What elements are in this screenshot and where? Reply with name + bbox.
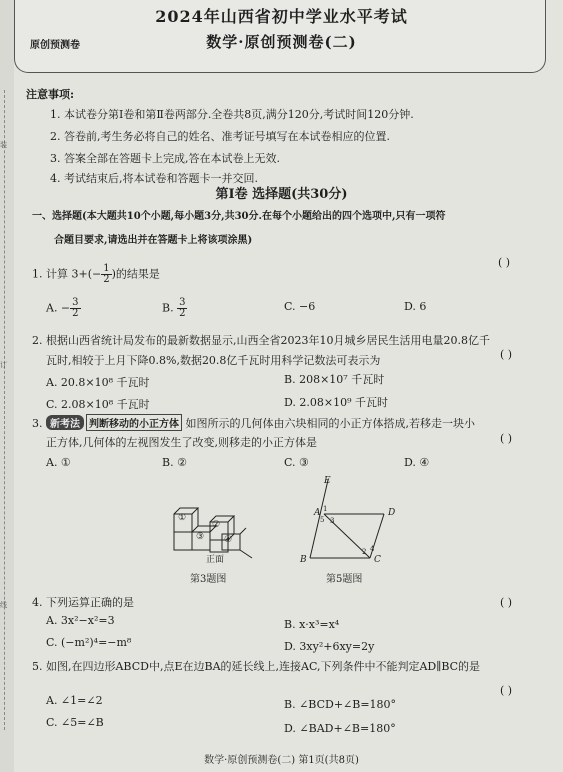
option-c: C. 2.08×10⁸ 千瓦时 xyxy=(46,398,150,411)
option-d: D. 3xy²+6xy=2y xyxy=(284,640,375,653)
option-a: A. − $\frac{3}{2}$ xyxy=(46,297,79,319)
option-d: D. ④ xyxy=(404,456,430,469)
front-label: 正面 xyxy=(206,555,225,565)
answer-paren: ( ) xyxy=(500,684,513,697)
option-a: A. 20.8×10⁸ 千瓦时 xyxy=(46,376,150,389)
option-d: D. ∠BAD+∠B=180° xyxy=(284,722,396,735)
cube-label: ② xyxy=(212,520,221,530)
point-d: D xyxy=(388,508,396,518)
notice-item: 2. 答卷前,考生务必将自己的姓名、准考证号填写在本试卷相应的位置. xyxy=(50,130,390,143)
question-5-line: 5. 如图,在四边形ABCD中,点E在边BA的延长线上,连接AC,下列条件中不能判定AD∥BC的是 xyxy=(32,660,481,673)
figure-3-caption: 第3题图 xyxy=(190,574,227,585)
option-c: C. ∠5=∠B xyxy=(46,716,104,729)
answer-paren: ( ) xyxy=(500,432,513,445)
cube-label: ③ xyxy=(196,532,205,542)
option-c: C. (−m²)⁴=−m⁸ xyxy=(46,636,132,649)
question-3-line: 3. 新考法 判断移动的小正方体 如图所示的几何体由六块相同的小正方体搭成,若移走一块小 xyxy=(32,414,475,431)
point-e: E xyxy=(324,476,331,486)
page-footer: 数学·原创预测卷(二) 第1页(共8页) xyxy=(204,755,359,766)
option-c: C. ③ xyxy=(284,456,309,469)
answer-paren: ( ) xyxy=(500,596,513,609)
point-b: B xyxy=(300,555,307,565)
binding-mark: 订 xyxy=(0,361,7,369)
question-2-line: 2. 根据山西省统计局发布的最新数据显示,山西全省2023年10月城乡居民生活用电量20.8亿千 xyxy=(32,334,490,347)
angle-label: 1 xyxy=(323,505,328,513)
new-method-tag: 新考法 xyxy=(46,415,84,430)
answer-paren: ( ) xyxy=(498,256,511,269)
question-3-line: 正方体,几何体的左视图发生了改变,则移走的小正方体是 xyxy=(46,436,317,449)
exam-title: 2024年山西省初中学业水平考试 xyxy=(155,7,408,26)
question-4-stem: 4. 下列运算正确的是 xyxy=(32,596,134,609)
figure-5-quadrilateral xyxy=(298,476,398,568)
option-b: B. ∠BCD+∠B=180° xyxy=(284,698,397,711)
angle-label: 4 xyxy=(370,545,375,553)
figure-5-caption: 第5题图 xyxy=(326,574,363,585)
option-b: B. x·x³=x⁴ xyxy=(284,618,340,631)
notice-item: 1. 本试卷分第Ⅰ卷和第Ⅱ卷两部分.全卷共8页,满分120分,考试时间120分钟. xyxy=(50,108,414,121)
option-d: D. 6 xyxy=(404,300,427,313)
option-a: A. 3x²−x²=3 xyxy=(46,614,115,627)
option-c: C. −6 xyxy=(284,300,316,313)
side-tag: 原创预测卷 xyxy=(30,40,80,51)
exam-subtitle: 数学·原创预测卷(二) xyxy=(206,33,357,51)
option-b: B. ② xyxy=(162,456,187,469)
angle-label: 3 xyxy=(330,517,335,525)
binding-mark: 线 xyxy=(0,601,7,609)
option-b: B. 208×10⁷ 千瓦时 xyxy=(284,373,385,386)
option-b: B. $\frac{3}{2}$ xyxy=(162,297,186,319)
point-c: C xyxy=(374,555,381,565)
notice-item: 4. 考试结束后,将本试卷和答题卡一并交回. xyxy=(50,172,258,185)
method-box: 判断移动的小正方体 xyxy=(86,414,182,431)
notice-heading: 注意事项: xyxy=(26,88,75,101)
section-instruction: 合题目要求,请选出并在答题卡上将该项涂黑) xyxy=(54,235,253,246)
option-a: A. ∠1=∠2 xyxy=(46,694,103,707)
section-title: 第Ⅰ卷 选择题(共30分) xyxy=(215,187,348,202)
option-a: A. ① xyxy=(46,456,71,469)
option-d: D. 2.08×10⁹ 千瓦时 xyxy=(284,396,389,409)
cube-label: ④ xyxy=(224,535,233,545)
angle-label: 5 xyxy=(320,516,325,524)
question-1-stem: 1. 计算 3+(− $\frac{1}{2}$ )的结果是 xyxy=(32,263,160,285)
section-instruction: 一、选择题(本大题共10个小题,每小题3分,共30分.在每个小题给出的四个选项中,只有一项符 xyxy=(32,211,446,222)
question-2-line: 瓦时,相较于上月下降0.8%,数据20.8亿千瓦时用科学记数法可表示为 xyxy=(46,354,381,367)
cube-label: ① xyxy=(178,513,187,523)
notice-item: 3. 答案全部在答题卡上完成,答在本试卷上无效. xyxy=(50,152,280,165)
angle-label: 2 xyxy=(362,548,367,556)
binding-mark: 装 xyxy=(0,141,7,149)
answer-paren: ( ) xyxy=(500,348,513,361)
point-a: A xyxy=(314,508,321,518)
